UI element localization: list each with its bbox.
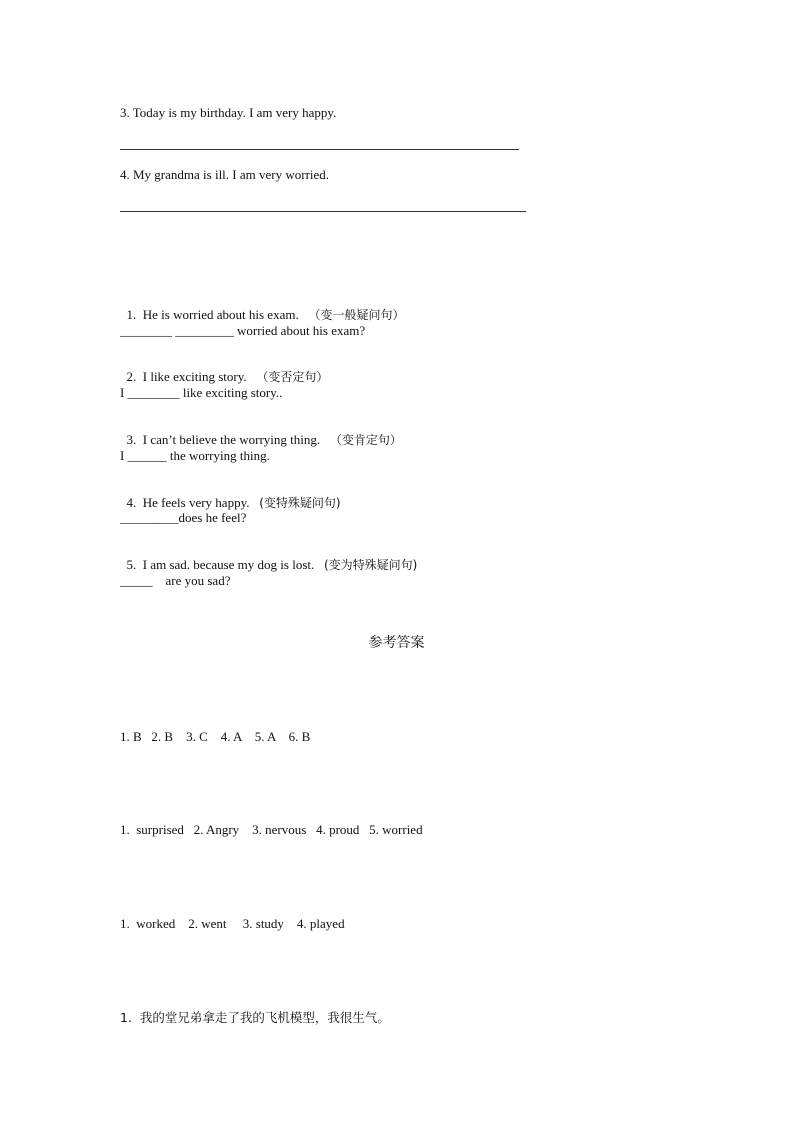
transform-answer-4: _________does he feel? (120, 510, 247, 525)
transform-question-5 (120, 541, 417, 573)
transform-answer-2: I ________ like exciting story.. (120, 385, 283, 400)
transform-question-2 (120, 353, 328, 385)
transform-question-3 (120, 416, 402, 448)
answer-blank-line-3 (120, 149, 519, 150)
instruction-note: (变为特殊疑问句) (324, 558, 418, 572)
instruction-note: （变否定句） (256, 370, 329, 384)
question-text: 4. He feels very happy. (126, 495, 250, 510)
instruction-note: (变特殊疑问句) (259, 496, 341, 510)
answer-blank-line-4 (120, 211, 526, 212)
transform-question-4 (120, 479, 341, 511)
transform-answer-1: ________ _________ worried about his exam? (120, 323, 366, 338)
answer-row-choice: 1. B 2. B 3. C 4. A 5. A 6. B (120, 729, 311, 744)
sentence-4: 4. My grandma is ill. I am very worried. (120, 167, 330, 182)
transform-question-1 (120, 291, 404, 323)
question-text: 3. I can’t believe the worrying thing. (126, 432, 321, 447)
sentence-3: 3. Today is my birthday. I am very happy. (120, 105, 337, 120)
instruction-note: （变一般疑问句） (308, 308, 405, 322)
transform-answer-5: _____ are you sad? (120, 573, 231, 588)
transform-answer-3: I ______ the worrying thing. (120, 448, 270, 463)
question-text: 2. I like exciting story. (126, 369, 247, 384)
answer-key-title: 参考答案 (368, 635, 425, 651)
question-text: 5. I am sad. because my dog is lost. (126, 557, 315, 572)
answer-row-verbs: 1. worked 2. went 3. study 4. played (120, 916, 345, 931)
question-text: 1. He is worried about his exam. (126, 307, 299, 322)
answer-row-words: 1. surprised 2. Angry 3. nervous 4. proud 5. worried (120, 822, 423, 837)
instruction-note: （变肯定句） (329, 433, 402, 447)
answer-row-translation: 1. 我的堂兄弟拿走了我的飞机模型，我很生气。 (120, 1010, 390, 1025)
